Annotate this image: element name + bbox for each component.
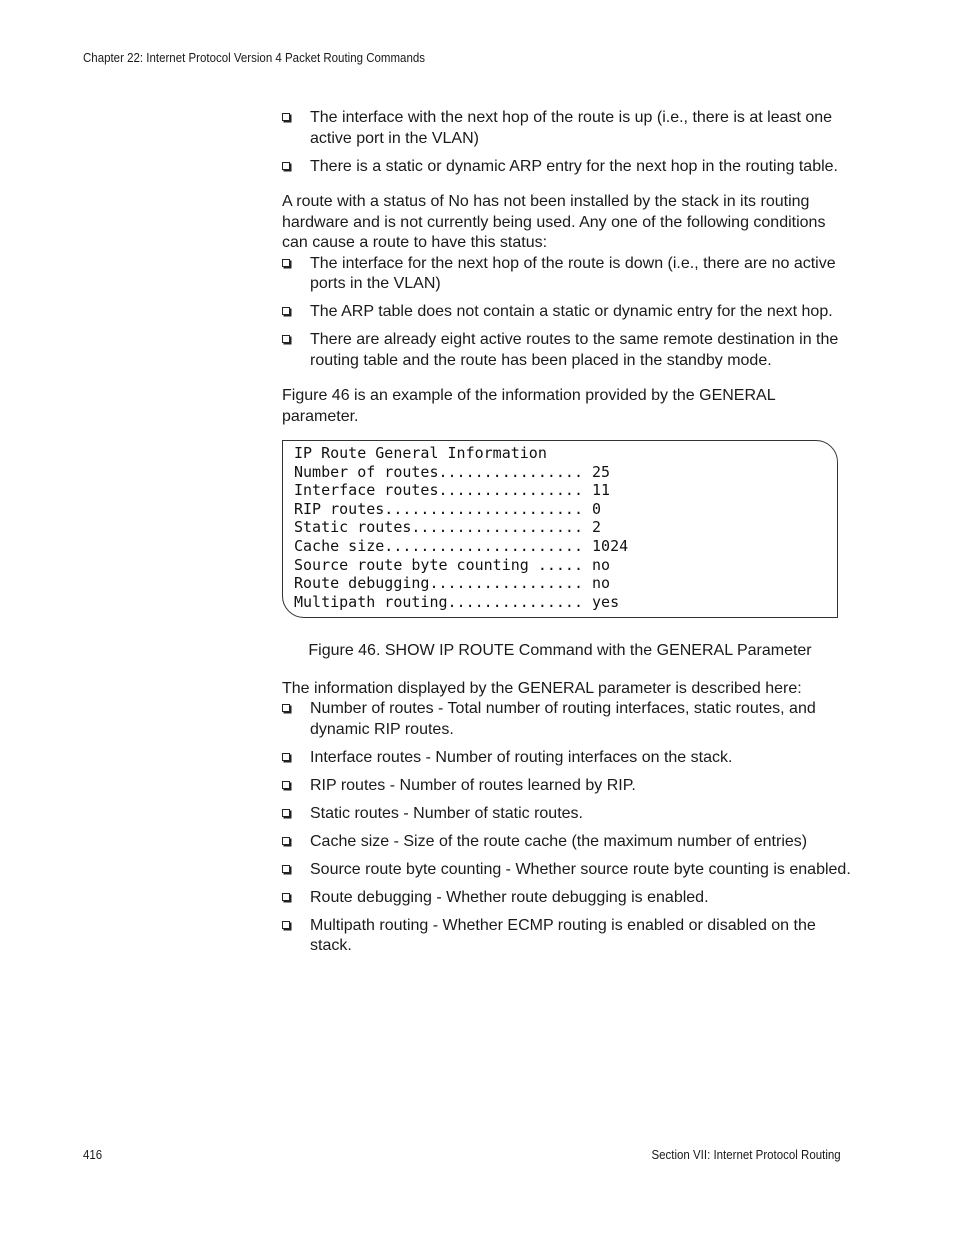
list-item: The interface for the next hop of the route is down (i.e., there are no active ports in the VLAN)	[282, 254, 852, 295]
paragraph-figure-intro: Figure 46 is an example of the information provided by the GENERAL parameter.	[282, 387, 775, 425]
list-item: Multipath routing - Whether ECMP routing is enabled or disabled on the stack.	[282, 916, 852, 957]
list-item: There is a static or dynamic ARP entry for the next hop in the routing table.	[282, 157, 852, 178]
checkbox-bullet-icon	[282, 781, 290, 789]
list-item: Route debugging - Whether route debugging is enabled.	[282, 888, 852, 909]
list-item: The interface with the next hop of the route is up (i.e., there is at least one active port in the VLAN)	[282, 108, 852, 149]
list-item: Source route byte counting - Whether source route byte counting is enabled.	[282, 860, 852, 881]
code-line: Interface routes................ 11	[294, 481, 611, 500]
command-output-box	[282, 440, 838, 618]
paragraph-general-info: The information displayed by the GENERAL parameter is described here:	[282, 679, 802, 697]
list-item: RIP routes - Number of routes learned by RIP.	[282, 776, 852, 797]
bullet-list-up-conditions	[282, 108, 852, 177]
running-header: Chapter 22: Internet Protocol Version 4 Packet Routing Commands	[83, 51, 425, 65]
code-line: Route debugging................. no	[294, 574, 611, 593]
code-line: Source route byte counting ..... no	[294, 555, 611, 574]
bullet-list-down-conditions	[282, 254, 852, 372]
checkbox-bullet-icon	[282, 809, 290, 817]
list-item: Interface routes - Number of routing interfaces on the stack.	[282, 748, 852, 769]
checkbox-bullet-icon	[282, 865, 290, 873]
checkbox-bullet-icon	[282, 893, 290, 901]
running-footer-section: Section VII: Internet Protocol Routing	[651, 1148, 841, 1162]
page-content	[282, 108, 852, 964]
code-line: Number of routes................ 25	[294, 462, 611, 481]
checkbox-bullet-icon	[282, 704, 290, 712]
paragraph-status-no: A route with a status of No has not been installed by the stack in its routing hardware and is not currently being used. Any one of the following conditions can cause a route to have this status:	[282, 193, 826, 251]
list-item: Static routes - Number of static routes.	[282, 804, 852, 825]
code-line: Static routes................... 2	[294, 518, 602, 537]
code-line: Multipath routing............... yes	[294, 592, 620, 611]
checkbox-bullet-icon	[282, 753, 290, 761]
code-line: IP Route General Information	[294, 444, 547, 462]
checkbox-bullet-icon	[282, 307, 290, 315]
code-line: Cache size...................... 1024	[294, 536, 629, 555]
checkbox-bullet-icon	[282, 113, 290, 121]
checkbox-bullet-icon	[282, 259, 290, 267]
code-line: RIP routes...................... 0	[294, 499, 602, 518]
checkbox-bullet-icon	[282, 162, 290, 170]
list-item: The ARP table does not contain a static or dynamic entry for the next hop.	[282, 302, 852, 323]
list-item: Cache size - Size of the route cache (the maximum number of entries)	[282, 832, 852, 853]
checkbox-bullet-icon	[282, 921, 290, 929]
checkbox-bullet-icon	[282, 335, 290, 343]
page-number: 416	[83, 1148, 103, 1162]
figure-caption: Figure 46. SHOW IP ROUTE Command with the GENERAL Parameter	[308, 642, 812, 659]
list-item: There are already eight active routes to the same remote destination in the routing table and the route has been placed in the standby mode.	[282, 330, 852, 371]
list-item: Number of routes - Total number of routing interfaces, static routes, and dynamic RIP routes.	[282, 699, 852, 740]
bullet-list-general-fields	[282, 699, 852, 957]
checkbox-bullet-icon	[282, 837, 290, 845]
